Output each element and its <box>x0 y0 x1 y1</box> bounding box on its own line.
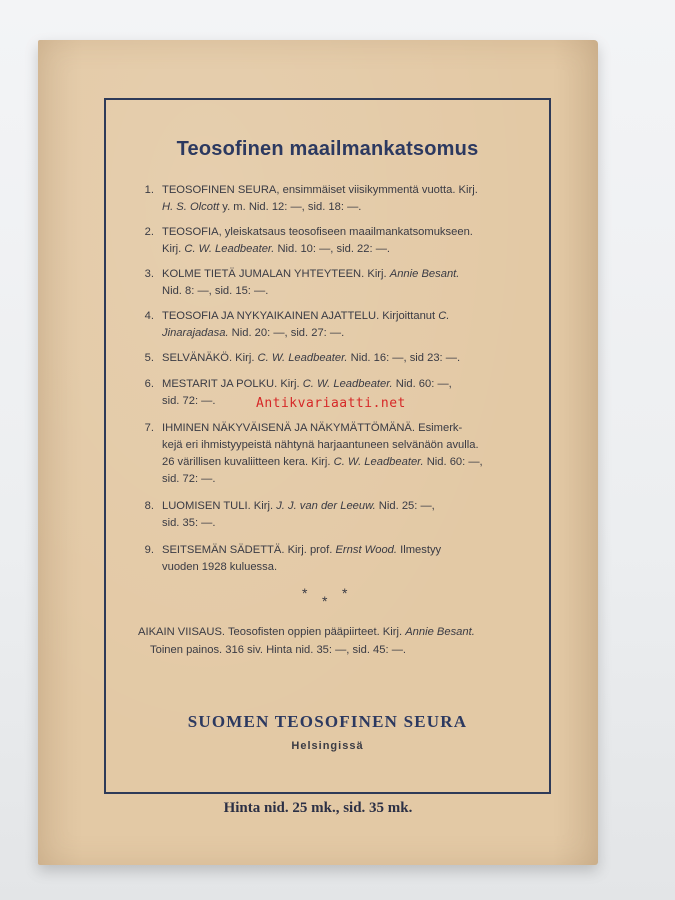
author-name: C. W. Leadbeater. <box>302 378 393 390</box>
item-text: Kirj. <box>162 243 185 255</box>
author-name: Ernst Wood. <box>335 544 398 556</box>
booklet-title: Teosofinen maailmankatsomus <box>176 138 479 160</box>
item-line <box>162 241 531 258</box>
star-glyph: * <box>342 585 348 601</box>
item-line <box>162 308 531 325</box>
item-line <box>162 454 531 471</box>
item-line: TEOSOFIA, yleiskatsaus teosofiseen maailmankatsomukseen. <box>162 226 473 238</box>
item-number: 1. <box>144 184 154 196</box>
item-line: IHMINEN NÄKYVÄISENÄ JA NÄKYMÄTTÖMÄNÄ. Esimerk- <box>162 422 463 434</box>
author-name: Annie Besant. <box>389 268 460 280</box>
author-name: Annie Besant. <box>405 626 475 638</box>
item-line: Nid. 8: —, sid. 15: —. <box>162 285 269 297</box>
cover-frame <box>104 98 551 794</box>
item-line <box>162 350 531 367</box>
item-number: 4. <box>144 310 154 322</box>
item-number: 2. <box>144 226 154 238</box>
author-name: C. W. Leadbeater. <box>257 352 348 364</box>
item-price: Nid. 25: —, <box>375 500 435 512</box>
item-line: sid. 72: —. <box>162 395 216 407</box>
item-line: TEOSOFINEN SEURA, ensimmäiset viisikymmentä vuotta. Kirj. <box>162 184 478 196</box>
item-line: vuoden 1928 kuluessa. <box>162 561 278 573</box>
note-line: Toinen painos. 316 siv. Hinta nid. 35: —, sid. 45: —. <box>150 644 406 656</box>
author-name: H. S. Olcott <box>162 201 220 213</box>
item-line <box>162 498 531 515</box>
item-line <box>162 542 531 559</box>
author-name: C. W. Leadbeater. <box>184 243 275 255</box>
item-line: sid. 72: —. <box>162 473 216 485</box>
item-price: Nid. 16: —, sid 23: —. <box>347 352 461 364</box>
note-line <box>138 623 528 641</box>
author-name: C. <box>438 310 450 322</box>
item-line: sid. 35: —. <box>162 517 216 529</box>
aikain-viisaus-note <box>138 623 528 659</box>
item-line <box>162 199 531 216</box>
item-price: Nid. 60: —, <box>423 456 483 468</box>
book-back-cover <box>38 40 598 865</box>
note-text: AIKAIN VIISAUS. Teosofisten oppien pääpiirteet. Kirj. <box>138 626 406 638</box>
author-name: Jinarajadasa. <box>162 327 229 339</box>
item-price: Nid. 60: —, <box>392 378 452 390</box>
item-number: 5. <box>144 352 154 364</box>
publisher-name: SUOMEN TEOSOFINEN SEURA <box>187 712 468 731</box>
item-number: 9. <box>144 544 154 556</box>
item-text: Ilmestyy <box>397 544 442 556</box>
item-text: SEITSEMÄN SÄDETTÄ. Kirj. prof. <box>162 544 336 556</box>
item-text: 26 värillisen kuvaliitteen kera. Kirj. <box>162 456 334 468</box>
item-price: y. m. Nid. 12: —, sid. 18: —. <box>219 201 362 213</box>
item-number: 6. <box>144 378 154 390</box>
star-glyph: * <box>322 593 328 609</box>
item-price: Nid. 10: —, sid. 22: —. <box>274 243 390 255</box>
watermark-text: Antikvariaatti.net <box>256 396 406 411</box>
author-name: J. J. van der Leeuw. <box>276 500 376 512</box>
item-line <box>162 325 531 342</box>
item-line: kejä eri ihmistyypeistä nähtynä harjaantuneen selvänäön avulla. <box>162 439 479 451</box>
item-number: 3. <box>144 268 154 280</box>
item-number: 7. <box>144 422 154 434</box>
star-glyph: * <box>302 585 308 601</box>
cover-price: Hinta nid. 25 mk., sid. 35 mk. <box>223 800 413 816</box>
item-text: KOLME TIETÄ JUMALAN YHTEYTEEN. Kirj. <box>162 268 390 280</box>
item-text: TEOSOFIA JA NYKYAIKAINEN AJATTELU. Kirjoittanut <box>162 310 439 322</box>
author-name: C. W. Leadbeater. <box>333 456 424 468</box>
item-text: SELVÄNÄKÖ. Kirj. <box>162 352 258 364</box>
item-line <box>162 376 531 393</box>
item-number: 8. <box>144 500 154 512</box>
item-text: MESTARIT JA POLKU. Kirj. <box>162 378 303 390</box>
item-line <box>162 266 531 283</box>
item-price: Nid. 20: —, sid. 27: —. <box>228 327 345 339</box>
publisher-city: Helsingissä <box>291 740 364 752</box>
item-text: LUOMISEN TULI. Kirj. <box>162 500 277 512</box>
